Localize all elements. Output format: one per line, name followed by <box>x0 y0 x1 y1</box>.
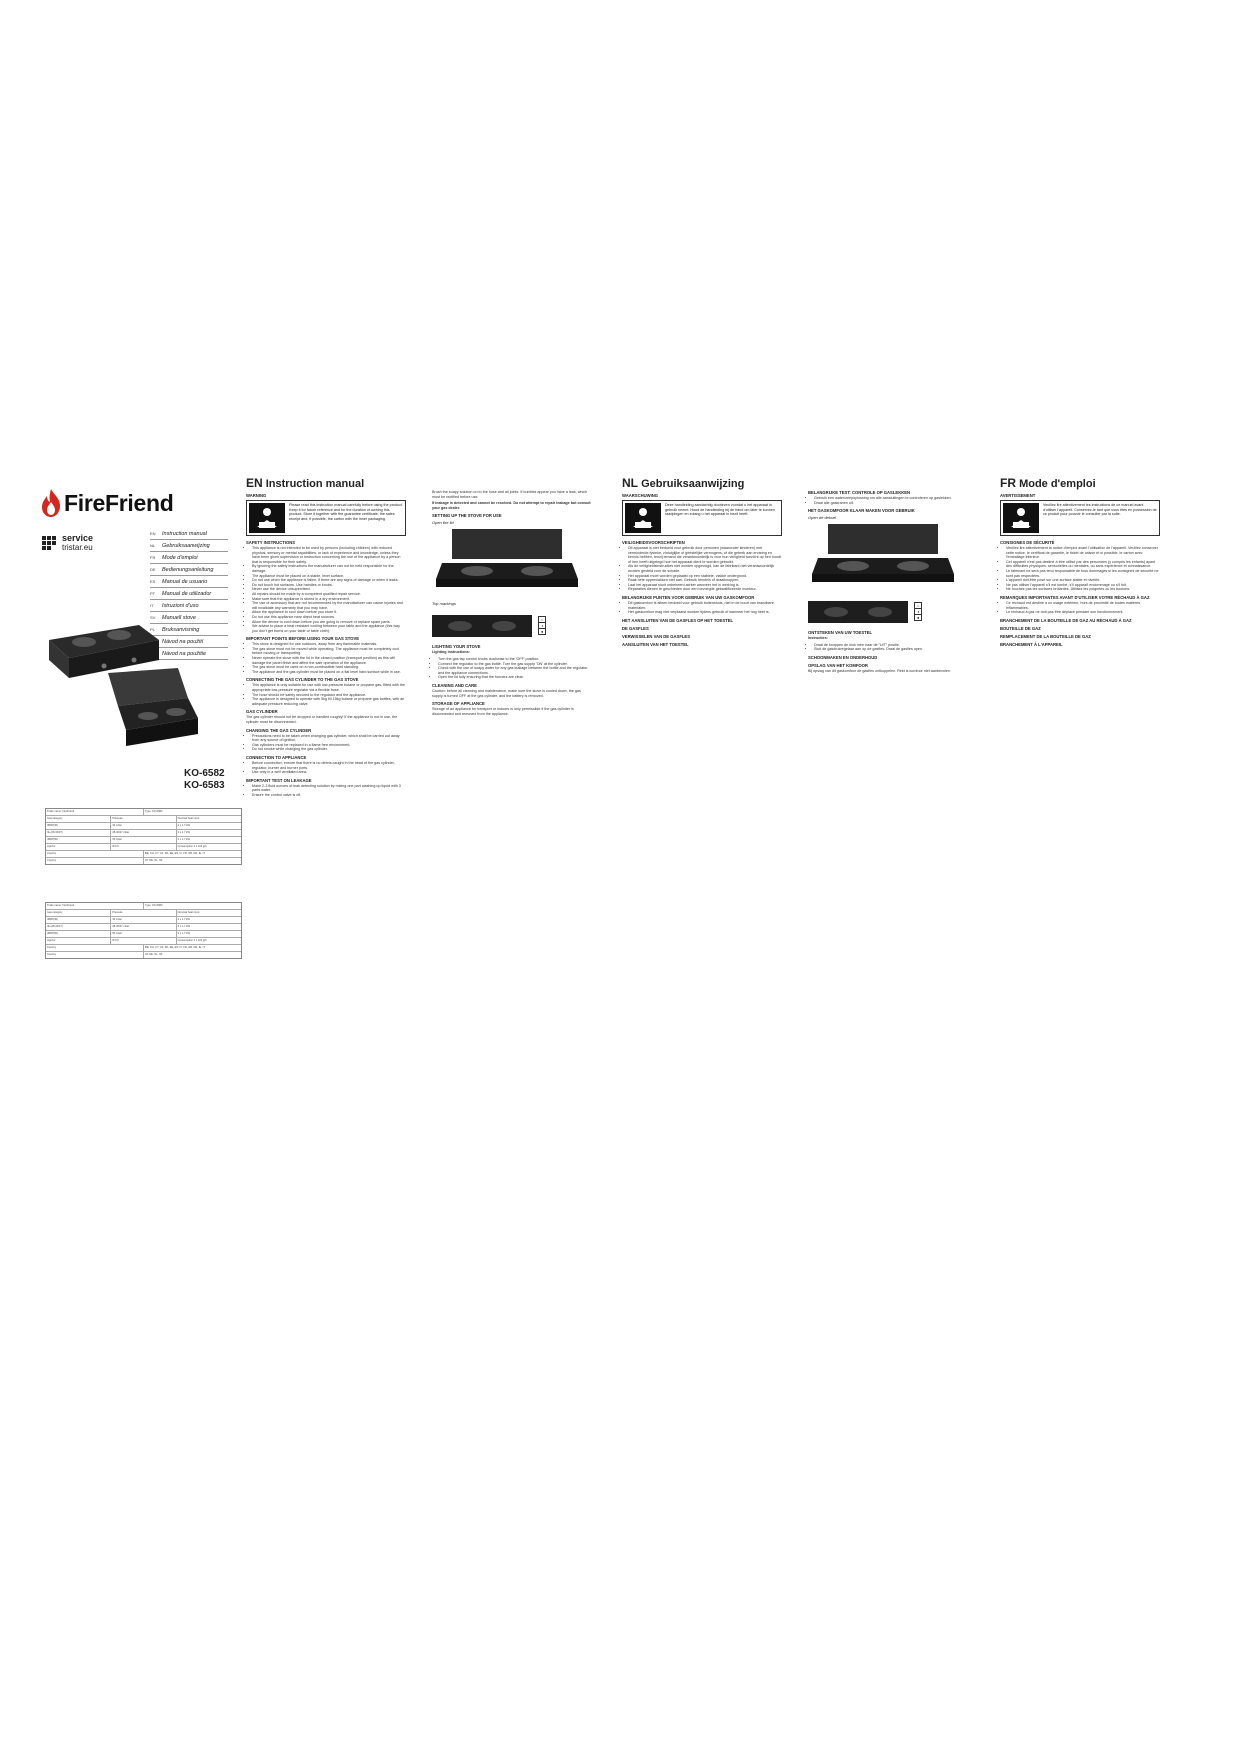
nl-storage-head: OPSLAG VAN HET KOMFOOR <box>808 662 868 668</box>
list-item: • Veuillez lire attentivement la notice d'emploi avant l'utilisation de l'appareil. Veuillez conserver cette notice, le certificat de garantie, le ticket de caisse et si possible, le carton avec l'emballage intérieur. <box>1006 546 1160 560</box>
nl-open-lid: Open de deksel <box>808 515 837 521</box>
manual-list-label: Manual de utilizador <box>162 590 212 597</box>
model-1: KO-6582 <box>184 768 225 779</box>
fr-cylinder-head: BOUTEILLE DE GAZ <box>1000 625 1041 631</box>
en-col2-intro: Brush the soapy solution on to the hose and all joints. If bubbles appear you have a leak, which must be rectified before use. <box>432 490 588 499</box>
nl-cylinder-head: DE GASFLES <box>622 625 649 631</box>
list-item: • Ce réchaud est destiné à un usage extérieur, hors de proximité de toutes matières inflammables. <box>1006 601 1160 610</box>
nl-warning-head: WAARSCHUWING <box>622 493 659 498</box>
nl-leak-head: BELANGRIJKE TEST: CONTROLE OP GASLEKKEN <box>808 490 911 495</box>
en-changing-list <box>246 734 406 752</box>
en-cleaning-head: CLEANING AND CARE <box>432 682 477 688</box>
fr-section-title: FR Mode d'emploi <box>1000 476 1096 490</box>
nl-change-head: VERWISSELEN VAN DE GASFLES <box>622 633 691 639</box>
list-item: • Dit apparaat is niet bedoeld voor gebruik door personen (waaronder kinderen) met verminderde fysieke, zintuiglijke of geestelijke vermogens, of die gebrek aan ervaring en kennis hebben, tenzij iemand die verantwoordelijk is voor hun veiligheid toezicht op hen houdt of hen heeft uitgelegd hoe het apparaat dient te worden gebruikt. <box>628 546 782 564</box>
manual-list-item <box>150 552 228 564</box>
manual-list-code: PL <box>150 627 155 632</box>
stove-open-image <box>432 529 582 597</box>
manual-list-code: DE <box>150 567 156 572</box>
list-item: • Het apparaat moet worden geplaatst op een stabiele, vlakke ondergrond. <box>628 574 782 579</box>
list-item: • The hose should be safely secured to the regulator and the appliance. <box>252 693 406 698</box>
list-item: • Gebruik een water/zeepoplossing om alle aansluitingen te controleren op gaslekken. <box>814 496 968 501</box>
service-label: service <box>62 533 94 543</box>
list-item: • Allow the appliance to cool down before you store it. <box>252 610 406 615</box>
nl-column-2 <box>808 476 968 676</box>
list-item: • Draai de knoppen de klok mee naar de "UIT" positie. <box>814 643 968 648</box>
en-stove-figure <box>432 529 592 597</box>
list-item: • Check with the use of soapy water for any gas leakage between the bottle and the regulator and the appliance connections. <box>438 666 592 675</box>
en-col2-bold: If leakage is detected and cannot be resolved. Do not attempt to repair leakage but consult your gas dealer. <box>432 501 591 510</box>
manual-reading-icon <box>249 503 285 533</box>
list-item: • The gas stove must not be moved while operating. The appliance must be completely cool before moving or transporting. <box>252 647 406 656</box>
flame-icon <box>38 488 64 518</box>
list-item: • This appliance is not intended to be used by persons (including children) with reduced physical, sensory or mental capabilities, or lack of experience and knowledge, unless they have been given supervision or instruction concerning the use of the appliance by a person that is responsible for their safety. <box>252 546 406 564</box>
list-item: • Dit gaskomfoor is alleen bedoeld voor gebruik buitenshuis, niet in de buurt van brandbare materialen. <box>628 601 782 610</box>
nl-appliance-head: AANSLUITEN VAN HET TOESTEL <box>622 641 689 647</box>
en-cleaning-text: Caution: before all cleaning and maintenance, make sure the stove is cooled down, the gas supply is turned OFF at the gas cylinder, and the battery is removed. <box>432 688 581 698</box>
manual-list-code: FR <box>150 555 156 560</box>
en-open-lid: Open the lid <box>432 520 454 526</box>
nl-ready-head: HET GASKOMFOOR KLAAR MAKEN VOOR GEBRUIK <box>808 508 915 514</box>
list-item: • The use of accessory that are not recommended by the manufacturer can cause injuries and will invalidate any warranty that you may have. <box>252 601 406 610</box>
manual-list-item <box>150 600 228 612</box>
manual-list-label: Mode d'emploi <box>162 554 198 561</box>
nl-leak-list <box>808 496 968 505</box>
en-leak-head: IMPORTANT TEST ON LEAKAGE <box>246 777 312 783</box>
en-top-markings: Top markings <box>432 601 456 607</box>
manual-list-code: PT <box>150 591 156 596</box>
en-lighting-list <box>432 657 592 680</box>
list-item: • By ignoring the safety instructions the manufacturer can not be held responsible for the damage. <box>252 564 406 573</box>
list-item: • Gas cylinders must be replaced in a flame free environment. <box>252 743 406 748</box>
brand-name: FireFriend <box>64 489 174 516</box>
fr-warning-text: Veuillez lire attentivement les instructions de ce manuel avant d'utiliser l'appareil. Conservez-le tant que vous êtes en possession de ce produit pour pouvoir le consulter par la suite. <box>1043 503 1157 516</box>
fr-appliance-head: BRANCHEMENT À L'APPAREIL <box>1000 641 1063 647</box>
model-numbers <box>184 768 225 792</box>
list-item: • Ne pas utiliser l'appareil s'il est tombé, s'il apparaît endommagé ou s'il fuit. <box>1006 583 1160 588</box>
manual-list-label: Bruksanvisning <box>162 626 200 633</box>
manual-list-code: ES <box>150 579 156 584</box>
manual-list-label: Gebruiksaanwijzing <box>162 542 210 549</box>
list-item: • Do not use this appliance near direct heat sources. <box>252 615 406 620</box>
nl-connect-head: HET AANSLUITEN VAN DE GASFLES OP HET TOESTEL <box>622 617 734 623</box>
spec-table-2: Trade name: FireFriend Type: KO-6583 Gas category Pressure Nominal heat input I3B/P(30) 30 mbar 2 x 1.7 kW I3+(28-30/37) 28-30/37 mbar 2 x 1.7 kW I3B/P(50) 50 mbar 2 x 1.7 kW Injector Ø 0.5 Consumption 2 x 124 g/h Country BE, CH, CY, CZ, DK, EE, ES, FI, FR, GB, GR, IE, IT Country AT, DE, NL, SK <box>45 902 242 959</box>
nl-ignition-sub: Instructies: <box>808 636 828 641</box>
en-section-title: EN Instruction manual <box>246 476 365 490</box>
en-appliance-list <box>246 761 406 775</box>
en-warning-head: WARNING <box>246 493 267 498</box>
manual-list-code: NL <box>150 543 156 548</box>
en-important-head: IMPORTANT POINTS BEFORE USING YOUR GAS STOVE <box>246 636 360 642</box>
list-item: • Ne touchez pas les surfaces brûlantes. Utilisez les poignées ou les boutons. <box>1006 587 1160 592</box>
fr-change-head: REMPLACEMENT DE LA BOUTEILLE DE GAZ <box>1000 633 1091 639</box>
manual-list-item <box>150 576 228 588</box>
list-item: • Do not use when the appliance is fallen, if there are any signs of damage or when it leaks. <box>252 578 406 583</box>
list-item: • All repairs should be made by a competent qualified repair service. <box>252 592 406 597</box>
list-item: • Do not smoke while changing the gas cylinder. <box>252 747 406 752</box>
nl-top-markings-figure <box>808 596 968 626</box>
nl-important-head: BELANGRIJKE PUNTEN VOOR GEBRUIK VAN UW GASKOMFOOR <box>622 594 755 600</box>
en-column-1 <box>246 476 406 800</box>
brand-logo <box>38 488 198 518</box>
list-item: • This stove is designed for use outdoors, away from any flammable materials. <box>252 642 406 647</box>
en-cylinder-head: GAS CYLINDER <box>246 709 278 715</box>
manual-list-label: Bedienungsanleitung <box>162 566 214 573</box>
manual-reading-icon <box>1003 503 1039 533</box>
list-item: • Precautions need to be taken when changing gas cylinder, which shall be carried out away from any source of ignition. <box>252 734 406 743</box>
stove-image-open <box>98 668 198 748</box>
manual-list-code: IT <box>150 603 154 608</box>
en-setting-head: SETTING UP THE STOVE FOR USE <box>432 513 502 519</box>
en-changing-head: CHANGING THE GAS CYLINDER <box>246 727 312 733</box>
knob-markings: ○ ◑ ● <box>538 616 546 635</box>
list-item: • The appliance is designed to operate with 5kg till 15kg butane or propane gas bottles, with an adequate pressure reducing valve. <box>252 697 406 706</box>
manual-list-item <box>150 588 228 600</box>
knob-markings: ○ ◑ ● <box>914 602 922 621</box>
en-safety-head: SAFETY INSTRUCTIONS <box>246 540 296 545</box>
stove-top-image <box>432 610 532 640</box>
nl-warning-box <box>622 500 782 536</box>
list-item: • Turn the gas tap control knobs clockwise to the 'OFF' position. <box>438 657 592 662</box>
en-column-2 <box>432 476 592 718</box>
grid-icon <box>42 536 56 550</box>
fr-warning-head: AVERTISSEMENT <box>1000 493 1036 498</box>
list-item: • Open the lid fully ensuring that the burners are clear. <box>438 675 592 680</box>
list-item: • Allow the device to cool down before you are going to remove or replace spare parts. <box>252 620 406 625</box>
en-connect-head: CONNECTING THE GAS CYLINDER TO THE GAS STOVE <box>246 677 359 683</box>
list-item: • Never use the device unsupervised. <box>252 587 406 592</box>
nl-ignition-head: ONTSTEKEN VAN UW TOESTEL <box>808 630 873 636</box>
en-storage-head: STORAGE OF APPLIANCE <box>432 701 485 707</box>
fr-important-list <box>1000 601 1160 615</box>
nl-safety-head: VEILIGHEIDSVOORSCHRIFTEN <box>622 540 685 545</box>
list-item: • Het gaskomfoor mag niet verplaatst worden tijdens gebruik of wanneer het nog heet is. <box>628 610 782 615</box>
nl-safety-list <box>622 546 782 592</box>
manual-list-label: Manuell stove <box>162 614 196 621</box>
list-item: • This appliance is only suitable for use with low-pressure butane or propane gas, fitted with the appropriate low-pressure regulator via a flexible hose. <box>252 683 406 692</box>
list-item: • We advise to place a heat resistant cooling between your table and the appliance (this way you don't get burns on your table or table cloth). <box>252 624 406 633</box>
en-warning-box <box>246 500 406 536</box>
list-item: • The appliance and the gas cylinder must be placed on a flat level hard surface while in use. <box>252 670 406 675</box>
en-leak-list <box>246 784 406 798</box>
list-item: • Connect the regulator to the gas bottle. Turn the gas supply 'ON' at the cylinder. <box>438 662 592 667</box>
fr-column <box>1000 476 1160 648</box>
en-storage-text: Storage of an appliance for transport or indoors is only permissible if the gas cylinder is disconnected and removed from the appliance. <box>432 707 574 716</box>
manual-list-code: EN <box>150 531 156 536</box>
fr-warning-box <box>1000 500 1160 536</box>
en-cylinder-text: The gas cylinder should not be dropped or handled roughly! If the appliance is not in use, the cylinder must be disconnected. <box>246 715 398 724</box>
service-block <box>42 534 93 552</box>
list-item: • Sluit de gasdrukregelaar aan op de gasfles. Draai de gasfles open. <box>814 647 968 652</box>
manual-list-code: SV <box>150 615 156 620</box>
spec-table-1: Trade name: FireFriend Type: KO-6582 Gas category Pressure Nominal heat input I3B/P(30) 30 mbar 2 x 1.7 kW I3+(28-30/37) 28-30/37 mbar 2 x 1.7 kW I3B/P(50) 50 mbar 2 x 1.7 kW Injector Ø 0.5 Consumption 2 x 124 g/h Country BE, CH, CY, CZ, DK, EE, ES, FI, FR, GB, GR, IE, IT Country AT, DE, NL, SK <box>45 808 242 865</box>
en-appliance-head: CONNECTION TO APPLIANCE <box>246 754 307 760</box>
list-item: • Make sure that the appliance is stored in a dry environment. <box>252 597 406 602</box>
nl-stove-figure <box>808 524 968 592</box>
manual-list-label: Istruzioni d'uso <box>162 602 199 609</box>
list-item: • Cet appareil n'est pas destiné à être utilisé par des personnes (y compris les enfants) ayant des difficultés physiques, sensorielles ou mentales, ou sans expérience et connaissance. <box>1006 560 1160 569</box>
list-item: • Use only in a well ventilated area. <box>252 770 406 775</box>
manual-list-item <box>150 540 228 552</box>
list-item: • Draai alle gaskranen uit. <box>814 501 968 506</box>
fr-safety-head: CONSIGNES DE SÉCURITÉ <box>1000 540 1055 545</box>
nl-important-list <box>622 601 782 615</box>
fr-safety-list <box>1000 546 1160 592</box>
en-lighting-head: LIGHTING YOUR STOVE <box>432 644 481 650</box>
en-top-markings-figure <box>432 610 592 640</box>
manual-list-label: Návod na použití <box>162 638 204 645</box>
manual-list-label: Manual de usuario <box>162 578 208 585</box>
en-lighting-sub: Lighting instructions: <box>432 650 470 655</box>
manual-reading-icon <box>625 503 661 533</box>
nl-cleaning-head: SCHOONMAKEN EN ONDERHOUD <box>808 654 878 660</box>
stove-top-image <box>808 596 908 626</box>
list-item: • Ensure the control valve is off. <box>252 793 406 798</box>
fr-important-head: REMARQUES IMPORTANTES AVANT D'UTILISER VOTRE RÉCHAUD À GAZ <box>1000 594 1150 600</box>
list-item: • Als de veiligheidsinstructies niet worden opgevolgd, kan de fabrikant niet verantwoordelijk worden gesteld voor de schade. <box>628 564 782 573</box>
list-item: • Do not touch hot surfaces. Use handles or knobs. <box>252 583 406 588</box>
list-item: • Make 2-3 fluid ounces of leak detecting solution by mixing one part washing up liquid with 3 parts water. <box>252 784 406 793</box>
manual-list-item <box>150 564 228 576</box>
list-item: • Le réchaud à gaz ne doit pas être déplacé pendant son fonctionnement. <box>1006 610 1160 615</box>
en-safety-list <box>246 546 406 633</box>
list-item: • L'appareil doit être posé sur une surface stable et nivelée. <box>1006 578 1160 583</box>
nl-storage-text: Bij opslag van dit gaskomfoor de gasfles ontkoppelen. Rekt is komfoor niet aanbevolen. <box>808 668 951 673</box>
nl-column-1 <box>622 476 782 648</box>
nl-warning-text: Deze handleiding aandachtig doorlezen voordat u het apparaat in gebruik neemt. Houd de handleiding bij de hand om later te kunnen raadplegen en zolang u het apparaat in bezit heeft. <box>665 503 775 516</box>
manual-list-label: Instruction manual <box>162 530 207 537</box>
en-important-list <box>246 642 406 674</box>
en-connect-list <box>246 683 406 706</box>
list-item: • Before connection, ensure that there is no debris caught in the head of the gas cylinder, regulator, burner and burner ports. <box>252 761 406 770</box>
nl-section-title: NL Gebruiksaanwijzing <box>622 476 745 490</box>
model-2: KO-6583 <box>184 780 225 791</box>
manual-list-item <box>150 528 228 540</box>
list-item: • Laat het apparaat nooit onbeheerd achter wanneer het in werking is. <box>628 583 782 588</box>
list-item: • Le fabricant ne sera pas tenu responsable de tous dommages si les consignes de sécurité ne sont pas respectées. <box>1006 569 1160 578</box>
list-item: • Raak hete oppervlakken niet aan. Gebruik hendels of draaiknoppen. <box>628 578 782 583</box>
list-item: • Never operate the stove with the lid in the closed position (transport position) as this will damage the panel finish and affect the safe operation of the appliance. <box>252 656 406 665</box>
list-item: • The appliance must be placed on a stable, level surface. <box>252 574 406 579</box>
fr-connect-head: BRANCHEMENT DE LA BOUTEILLE DE GAZ AU RÉCHAUD À GAZ <box>1000 617 1132 623</box>
manual-list-label: Návod na použitie <box>162 650 207 657</box>
list-item: • Reparaties dienen te geschieden door een bevoegde gekwalificeerde monteur. <box>628 587 782 592</box>
en-warning-text: Please read this instruction manual carefully before using the product. Keep it for future reference and for the duration of owning this product. Store it together with the guarantee certificate, the sales receipt and, if possible, the carton with the inner packaging. <box>289 503 403 521</box>
list-item: • The gas stove must be used on a non-combustible hard standing. <box>252 665 406 670</box>
stove-open-image <box>808 524 958 592</box>
service-site: tristar.eu <box>62 543 93 552</box>
nl-ignition-list <box>808 643 968 652</box>
